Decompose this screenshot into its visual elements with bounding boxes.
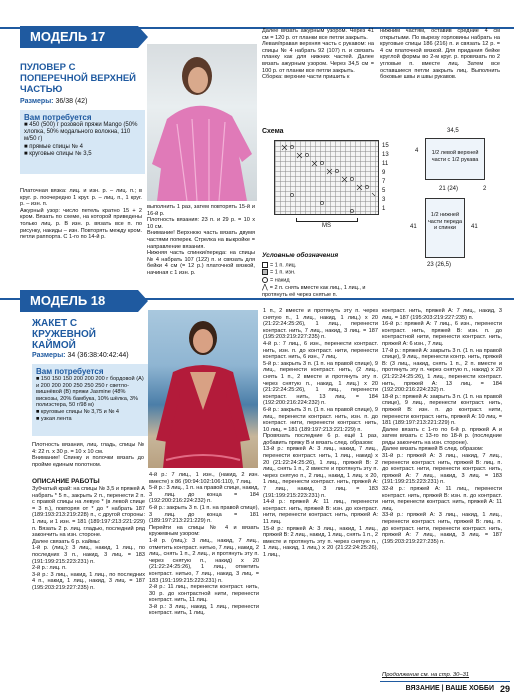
continued-note: Продолжение см. на стр. 30–31 xyxy=(382,672,470,678)
pattern-height-4: 41 xyxy=(471,224,478,230)
row-number: 7 xyxy=(382,179,386,185)
rapport-label: MS xyxy=(322,223,331,229)
model-17-text-col-2 xyxy=(147,204,255,286)
scheme-title: Схема xyxy=(262,128,284,135)
pattern-height-2: 4 xyxy=(415,148,419,154)
legend-item xyxy=(262,269,380,276)
legend-item xyxy=(262,277,380,284)
pattern-width-1: 34,5 xyxy=(447,128,459,134)
magazine-name: ВЯЗАНИЕ | ВАШЕ ХОББИ xyxy=(405,685,494,692)
upper-piece-label: 1/2 левой верхней части с 1/2 рукава xyxy=(431,150,479,163)
model-17-materials-box xyxy=(20,110,145,174)
row-number: 5 xyxy=(382,188,386,194)
legend-item-text: = накид xyxy=(270,277,290,284)
pattern-schematic xyxy=(405,128,510,278)
scheme-row-numbers xyxy=(382,142,389,214)
legend-item-text: = 1 п. изн. xyxy=(270,269,296,276)
model-17-text-col-1 xyxy=(20,188,142,286)
model-18-text-col-3 xyxy=(263,308,378,684)
purl-symbol-icon xyxy=(262,269,268,275)
model-17-header: МОДЕЛЬ 17 xyxy=(20,26,138,48)
scheme-grid xyxy=(274,140,379,215)
model-18-text-col-4 xyxy=(382,308,502,672)
model-18-text-col-2 xyxy=(149,472,259,684)
legend-item-text: = 2 п. снять вместе как лиц., 1 лиц., и протянуть её через снятые п. xyxy=(262,285,366,299)
model-17-text-4: нижним частям, оставив средние 4 см открытыми. По вырезу горловины набрать на круговые спицы 186 (216) п. и связать 12 р. = 4 см платочной вязкой. Для придания бейке круглой формы во 2-м круг. р. провязать по 2 угловые п. вместе лиц. Затем все оставшиеся петли закрыть лиц. Выполнить боковые швы и швы рукавов. xyxy=(380,28,500,81)
model-18-header: МОДЕЛЬ 18 xyxy=(20,290,138,312)
model-18-materials-box xyxy=(32,364,148,436)
pattern-width-2: 21 (24) xyxy=(439,186,459,192)
decrease-symbol-icon: ⋀ xyxy=(262,284,268,292)
model-17-sizes xyxy=(20,98,145,105)
model-17-text-3: Далее вязать ажурным узором. Через 41 см = 120 р. от планки все петли закрыть. Левая/правая верхняя часть с рукавом: на спицы № 4 набрать 92 (107) п. и связать планку как для нижних частей. Далее вязать ажурным узором. Через 34,5 см = 100 р. от планки все петли закрыть. Сборка: верхние части пришить к xyxy=(262,28,374,81)
model-18-text-4: контраст. нить, пряжей A: 7 лиц., накид, 3 лиц. = 187 (195:203:219:227:235) п. 16-й р.: пряжей A: 7 лиц., 6 изн., перенести контраст. нить, пряжей B: изн. п. до контрастной нити, перенести контраст. нить, пряжей A: 6 изн., 7 лиц. 17-й р.: пряжей A: закрыть 3 п. (1 п. на правой спице), 9 лиц., перенести контр. нить, пряжей B: (3 лиц., накид, снять 1 п., 2 п. вместе и протянуть эту п. через снятую п., накид) x 20 (21:22:24:25:26), 1 лиц., перенести контраст. нить, пряжей A: 13 лиц. = 184 (192:200:216:224:232) п. 18-й р.: пряжей A: закрыть 3 п. (1 п. на правой спице), 9 лиц., перенести контраст. нить, пряжей B: изн. п. до контраст. нити, перенести контраст. нить, пряжей A: 10 лиц. = 181 (189:197:213:221:229) п. Далее вязать с 1-го по 6-й р. пряжей A и затем вязать с 13-го по 18-й р. (последние ряды закончить на изн. стороне). Далее вязать пряжей B след. образом: 31-й р.: пряжей A: 3 лиц., накид, 7 лиц., перенести контраст. нить, пряжей B: лиц. п. до контраст. нити, перенести контраст. нить, пряжей A: 7 лиц., накид, 3 лиц. = 183 (191:199:215:223:231) п. 32-й р.: пряжей A: 11 лиц., перенести контраст. нить, пряжей B: изн. п. до контраст. нити, перенести контраст. нить, пряжей A: 11 лиц. 33-й р.: пряжей A: 3 лиц., накид, 1 лиц., перенести контраст. нить, пряжей B: лиц. п. до контраст. нити, перенести контраст. нить, пряжей A: 7 лиц., накид, 3 лиц. = 187 (195:203:219:227:235) п. xyxy=(382,308,502,545)
model-18-sizes-label: Размеры: xyxy=(32,352,66,359)
yarn-over-symbol-icon xyxy=(262,277,268,283)
model-18-materials: ■ 150 150 150 200 200 200 г бордовой (A) и 200 200 200 250 250 250 г светло-вишнёвой (B) пряжи Jasmine (48% вискозы, 20% бамбука, 10% шёлка, 3% полиэстера, 50 г/98 м) ■ круговые спицы № 3,75 и № 4 ■ узкая лента xyxy=(36,376,144,422)
model-18-text-3: 1 п., 2 вместе и протянуть эту п. через снятую п., 1 лиц., накид, 1 лиц.) x 20 (21:22:24:25:26), 1 лиц., перенести контраст. нить, 7 лиц., накид, 3 лиц. = 187 (195:203:219:227:235) п. 4-й р.: 7 лиц., 6 изн., перенести контраст. нить, изн. п. до контраст. нити, перенести контраст. нить, 6 изн., 7 лиц. 5-й р.: закрыть 3 п. (1 п. на правой спице), 9 лиц., перенести контраст. нить, (2 лиц., снять 1 п., 2 вместе и протянуть эту п. через снятую п., накид, 1 лиц.) x 20 (21:22:24:25:26), 1 лиц., перенести контраст. нить, 13 лиц. = 184 (192:200:216:224:232) п. 6-й р.: закрыть 3 п. (1 п. на правой спице), 9 лиц., перенести контраст. нить, изн. п. до контраст. нити, перенести контраст. нить, 10 лиц. = 181 (189:197:213:221:229) п. Провязать последние 6 р. ещё 1 раз, добавить пряжу B и вязать след. образом: 13-й р.: пряжей A: 3 лиц., накид, 7 лиц., перенести контраст. нить, 1 лиц., накид) x 20 (21:22:24:25:26), 1 лиц., пряжей B: 2 лиц., снять 1 п., 2 вместе и протянуть эту п. через снятую п., 2 лиц., накид, 1 лиц. x 20, 1 лиц., перенести контраст. нить, пряжей A: 7 лиц., накид, 3 лиц. = 183 (191:199:215:223:231) п. 14-й р.: пряжей A: 11 лиц., перенести контраст. нить, пряжей B: изн. до контраст. нити, перенести контраст. нить, пряжей A: 11 лиц. 15-й р.: пряжей A: 3 лиц., накид, 1 лиц., пряжей B: 2 лиц., накид, 1 лиц., снять 1 п., 2 вместе и протянуть эту п. через снятую п., 1 лиц., накид, 1 лиц.) x 20 (21:22:24:25:26), 1 лиц., xyxy=(263,308,378,558)
model-17-materials: ■ 450 (500) г розовой пряжи Mango (50% хлопка, 50% модального волокна, 110 м/50 г) ■ прямые спицы № 4 ■ круговые спицы № 3,5 xyxy=(24,122,138,157)
model-18-need-label: Вам потребуется xyxy=(36,367,104,376)
model-18-photo-figure xyxy=(148,310,258,468)
model-17-text-1: Платочная вязка: лиц. и изн. р. – лиц. п.; в круг. р. поочередно 1 круг. р. – лиц. п., 1 круг. р. – изн. п. Ажурный узор: число петель кратно 15 + 2 кром. Вязать по схеме, на которой приведены только лиц. р. В изн. р. вязать все п. по рисунку, накиды – изн. Повторять между кром. петли раппорта. С 1-го по 14-й р. xyxy=(20,188,142,241)
model-17-photo xyxy=(147,44,257,201)
row-number: 9 xyxy=(382,170,386,176)
pattern-width-3: 23 (26,5) xyxy=(427,262,452,268)
footer-bar xyxy=(380,681,510,695)
model-18-photo xyxy=(148,310,258,468)
model-17-sizes-value: 36/38 (42) xyxy=(55,98,88,105)
legend-item xyxy=(262,262,380,269)
model-17-photo-figure xyxy=(147,44,257,201)
model-17-sizes-label: Размеры: xyxy=(20,98,54,105)
page-number: 29 xyxy=(499,683,510,694)
model-18-text-col-1 xyxy=(32,486,145,682)
model-18-title: ЖАКЕТ С КРУЖЕВНОЙ КАЙМОЙ xyxy=(32,318,96,351)
knit-symbol-icon xyxy=(262,262,268,268)
model-18-text-2: 4-й р.: 7 лиц., 1 изн., (накид, 2 изн. вместе) x 86 (90:94:102:106:110), 7 лиц. 5-й р.: 3 лиц., 1 п. на правой спице, накид, 3 лиц. до конца = 184 (192:200:216:224:232) п. 6-й р.: закрыть 3 п. (1 п. на правой спице), 3 лиц. до конца = 181 (189:197:213:221:229) п. Перейти на спицы № 4 и вязать кружевным узором: 1-й р. (лиц.): 3 лиц., накид, 7 лиц., отметить контраст. нитью, 7 лиц., накид, 2 лиц., снять 1 п., 2 лиц., и протянуть эту п. через снятую п., накид) x 20 (21:22:24:25:26), 1 лиц., отметить контраст. нитью, 7 лиц., накид, 3 лиц. = 183 (191:199:215:223:231) п. 2-й р.: 11 лиц., перенести контраст. нить, 30 р. до контрастной нити, перенести контраст. нить, 11 лиц. 3-й р.: 3 лиц., накид, 1 лиц., перенести контраст. нить, 1 лиц. xyxy=(149,472,259,617)
model-18-density-text: Плотность вязания, лиц. гладь, спицы № 4: 22 п. x 30 р. = 10 x 10 см. Внимание! Спинку и полочки вязать до пройме единым полотном. xyxy=(32,442,144,468)
row-number: 1 xyxy=(382,206,386,212)
model-17-text-2: выполнить 1 раз, затем повторять 15-й и 16-й р. Плотность вязания: 23 п. и 29 р. = 10 х 10 см. Внимание! Верхнюю часть вязать двумя частями поперек. Стрелка на выкройке = направление вязания. Нижняя часть спинки/переда: на спицы № 4 набрать 107 (122) п. и связать для бейки 4 см (= 12 р.) платочной вязкой, начиная с 1 изн. р. xyxy=(147,204,255,276)
model-18-density xyxy=(32,442,144,470)
rapport-bracket xyxy=(296,218,358,222)
model-18-desc-title: ОПИСАНИЕ РАБОТЫ xyxy=(32,478,100,485)
legend xyxy=(262,262,380,299)
model-17-text-col-3 xyxy=(262,28,374,120)
row-number: 13 xyxy=(382,152,389,158)
pattern-height-1: 41 xyxy=(410,224,417,230)
model-18-sizes xyxy=(32,352,147,359)
model-17-need-label: Вам потребуется xyxy=(24,113,92,122)
row-number: 15 xyxy=(382,143,389,149)
legend-title: Условные обозначения xyxy=(262,252,339,259)
model-18-sizes-value: 34 (36:38:40:42:44) xyxy=(67,352,129,359)
model-17-title: ПУЛОВЕР С ПОПЕРЕЧНОЙ ВЕРХНЕЙ ЧАСТЬЮ xyxy=(20,62,136,95)
pattern-height-3: 2 xyxy=(483,186,487,192)
model-17-text-col-4 xyxy=(380,28,500,120)
lower-piece-label: 1/2 нижней части переда и спинки xyxy=(427,212,463,231)
legend-item-text: = 1 п. лиц. xyxy=(270,262,297,269)
scheme-symbols xyxy=(275,141,380,216)
row-number: 3 xyxy=(382,197,386,203)
row-number: 11 xyxy=(382,161,389,167)
model-18-text-1: Зубчатый край: на спицы № 3,5 и пряжей A набрать * 5 п., закрыть 2 п., перенести 2 п. с правой спицы на левую * (в левой спице = 3 п.), повторяя от * до * набрать 187 (189:193:213:219:228) п., с другой стороны: 1 лиц. и 1 изн. = 181 (189:197:213:221:229) п. Вязать 2 р. лиц. гладью, последний ряд закончить на изн. стороне. Далее связать 6 р. каймы: 1-й р. (лиц.): 3 лиц., накид, 1 лиц., по последних 3 п., накид, 3 лиц. = 183 (191:199:215:223:231) п. 2-й р.: лиц. п. 3-й р.: 3 лиц., накид, 1 лиц., по последних 4 п., накид, 1 лиц., накид, 3 лиц. = 187 (195:203:219:227:235) п. xyxy=(32,486,145,591)
